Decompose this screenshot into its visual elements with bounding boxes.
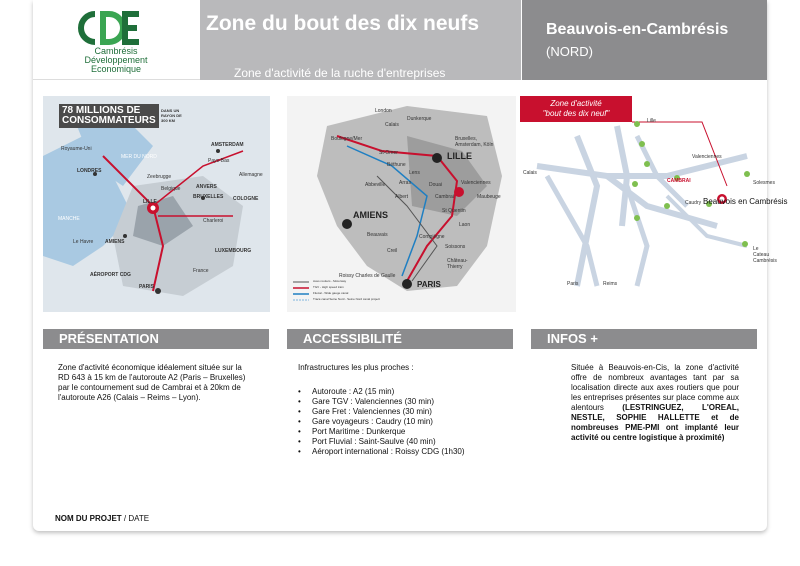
page-title: Zone du bout des dix neufs <box>206 12 479 35</box>
map-label: Douai <box>429 182 443 188</box>
map-label: Arras <box>399 180 411 186</box>
legend-item: TGV - High speed train <box>313 285 344 289</box>
map-label: Le Havre <box>73 239 94 245</box>
map-label: Charleroi <box>203 218 224 224</box>
logo-line: Economique <box>90 64 142 74</box>
map-label: Abbeville <box>365 182 386 188</box>
location-name: Beauvois-en-Cambrésis <box>546 21 729 38</box>
map-label: Paris <box>567 281 579 287</box>
map-label: MANCHE <box>58 216 80 222</box>
map-label: Zeebrugge <box>147 174 172 180</box>
lille-marker <box>432 153 442 163</box>
logo-caption <box>53 47 179 74</box>
logo-line: Cambrésis <box>94 46 138 56</box>
list-item: • Autoroute : A2 (15 min) <box>298 387 508 397</box>
map-label: CAMBRAI <box>667 178 691 184</box>
legend-item: Tracé canal Seine Nord - Seine Nord canal project <box>313 297 380 301</box>
map-label: Calais <box>385 122 399 128</box>
infrastructure-list <box>298 387 508 457</box>
list-item: • Port Maritime : Dunkerque <box>298 427 508 437</box>
fact-sheet <box>33 0 788 531</box>
map-label: Château-Thierry <box>447 258 468 270</box>
map-label: Cambrai <box>435 194 454 200</box>
map-label: BRUXELLES <box>193 194 224 200</box>
map-label: Bruxelles, Amsterdam, Köln <box>455 136 494 148</box>
map-label: Laon <box>459 222 471 228</box>
map-label: Dunkerque <box>407 116 432 122</box>
map-label: LILLE <box>447 151 472 161</box>
map-label: Royaume-Uni <box>61 146 92 152</box>
section-header-info: INFOS + <box>531 329 757 349</box>
map-label: PARIS <box>417 280 441 289</box>
map-label: Lille <box>647 118 656 124</box>
legend-item: Fluvial - Wide gauge canal <box>313 291 349 295</box>
map-label: Valenciennes <box>692 154 722 160</box>
location-block <box>522 0 767 80</box>
cambrai-marker <box>454 187 464 197</box>
location-department: (NORD) <box>546 44 593 59</box>
logo-block <box>33 0 200 80</box>
map-label: Caudry <box>685 200 702 206</box>
map-label: AÉROPORT CDG <box>90 272 131 278</box>
map-label: Pays-Bas <box>208 158 230 164</box>
map-label: AMSTERDAM <box>211 142 244 148</box>
project-name-label: NOM DU PROJET <box>55 514 122 523</box>
map-label: St Quentin <box>442 208 466 214</box>
zone-callout-line: Zone d'activité <box>550 99 602 108</box>
map-label: France <box>193 268 209 274</box>
list-item: • Gare voyageurs : Caudry (10 min) <box>298 417 508 427</box>
list-item: • Port Fluvial : Saint-Saulve (40 min) <box>298 437 508 447</box>
map-label: Maubeuge <box>477 194 501 200</box>
list-item: • Gare TGV : Valenciennes (30 min) <box>298 397 508 407</box>
map-label: AMIENS <box>105 239 125 245</box>
paris-marker <box>402 279 412 289</box>
map-label: Calais <box>523 170 537 176</box>
map-label: Valenciennes <box>461 180 491 186</box>
presentation-text: Zone d'activité économique idéalement située sur la RD 643 à 15 km de l'autoroute A2 (Paris – Bruxelles) par le contournement sud de Cambrai et à 20km de l'autoroute A26 (Calais – Reims – Lyon). <box>58 363 246 402</box>
zone-callout-line: "bout des dix neuf" <box>542 109 610 118</box>
footer <box>55 514 149 523</box>
zone-callout <box>520 96 632 122</box>
page-subtitle: Zone d'activité de la ruche d'entreprises <box>234 66 446 80</box>
consumers-badge <box>59 104 159 128</box>
map-label: Albert <box>395 194 409 200</box>
list-item: • Aéroport international : Roissy CDG (1h30) <box>298 447 508 457</box>
map-label: Compiègne <box>419 234 445 240</box>
date-label: / DATE <box>121 514 150 523</box>
logo-line: Développement <box>84 55 148 65</box>
map-label: MER DU NORD <box>121 154 157 160</box>
map-label: Soissons <box>445 244 466 250</box>
info-text-plain: Située à Beauvois-en-Cis, la zone d'activité offre de nombreux avantages tant par sa localisation directe aux axes routiers que pour les entreprises présentes sur place comme aux alentours <box>571 363 739 412</box>
map-label: St-Omer <box>379 150 398 156</box>
map-label: AMIENS <box>353 210 389 220</box>
map-label: Beauvais <box>367 232 388 238</box>
accessibility-intro: Infrastructures les plus proches : <box>298 363 414 372</box>
map-label: COLOGNE <box>233 196 259 202</box>
map-label: Belgique <box>161 186 181 192</box>
badge-note: DANS UN RAYON DE 300 KM <box>161 108 182 123</box>
title-block <box>200 0 521 80</box>
map-label: Lens <box>409 170 420 176</box>
map-label: Creil <box>387 248 398 254</box>
section-header-accessibility: ACCESSIBILITÉ <box>287 329 513 349</box>
region-map <box>287 96 516 312</box>
map-label: Béthune <box>387 162 406 168</box>
map-label: Roissy Charles de Gaulle <box>339 273 396 279</box>
cde-logo-icon <box>77 8 143 48</box>
list-item: • Gare Fret : Valenciennes (30 min) <box>298 407 508 417</box>
section-header-presentation: PRÉSENTATION <box>43 329 269 349</box>
info-text-bold: (LESTRINGUEZ, L'OREAL, NESTLE, SOPHIE HALLETTE et de nombreuses PME-PMI ont implanté leur activité ou centre logistique à proximité) <box>571 403 739 442</box>
map-label: Le Cateau Cambrésis <box>753 246 777 264</box>
map-label: LUXEMBOURG <box>215 248 252 254</box>
map-label: London <box>375 108 392 114</box>
map-label: LILLE <box>143 199 157 205</box>
map-label: PARIS <box>139 284 154 290</box>
badge-line: 78 MILLIONS DE <box>62 105 141 116</box>
beauvois-label: Beauvois en Cambrésis <box>703 197 788 206</box>
accessibility-text <box>298 363 508 457</box>
map-label: LONDRES <box>77 168 102 174</box>
map-label: Allemagne <box>239 172 263 178</box>
local-map <box>517 96 788 312</box>
europe-map <box>43 96 270 312</box>
map-label: Reims <box>603 281 618 287</box>
map-label: Boulogne/Mer <box>331 136 363 142</box>
map-label: Solesmes <box>753 180 775 186</box>
legend-item: Axes routiers - Motorway <box>313 279 347 283</box>
map-label: ANVERS <box>196 184 217 190</box>
info-text <box>571 363 739 443</box>
badge-line: CONSOMMATEURS <box>62 115 156 126</box>
